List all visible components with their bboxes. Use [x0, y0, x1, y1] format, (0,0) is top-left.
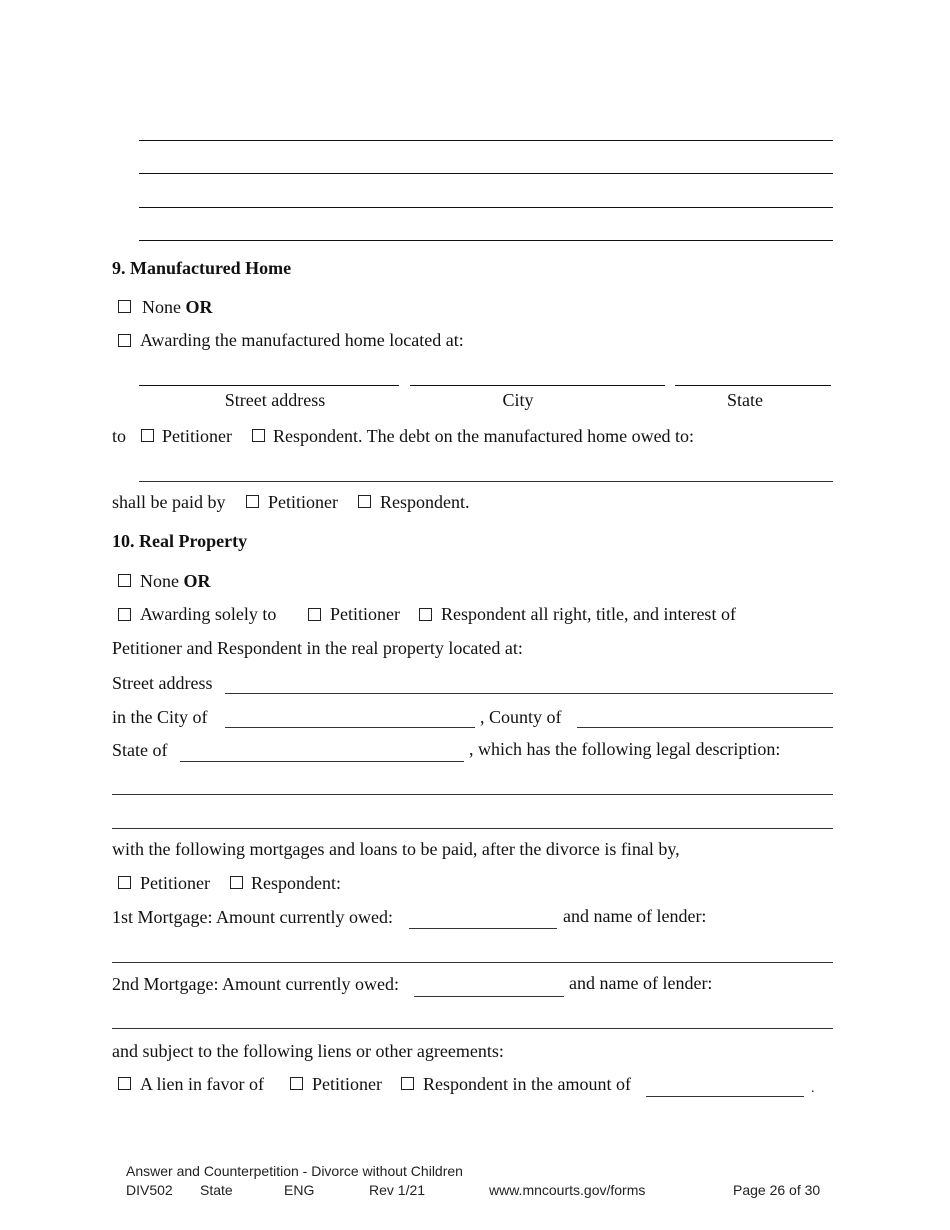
manufactured-home-petitioner-checkbox[interactable] — [141, 429, 154, 442]
manufactured-home-respondent-checkbox[interactable] — [252, 429, 265, 442]
debt-owed-to-field[interactable] — [139, 481, 833, 482]
real-property-county-field[interactable] — [577, 727, 833, 728]
legal-description-line-1[interactable] — [112, 794, 833, 795]
debt-respondent-checkbox[interactable] — [358, 495, 371, 508]
continuation-line-2[interactable] — [139, 173, 833, 174]
section-9-heading: 9. Manufactured Home — [112, 258, 292, 278]
street-address-caption: Street address — [224, 390, 326, 410]
county-of-label: , County of — [480, 707, 562, 727]
real-property-none-checkbox[interactable] — [118, 574, 131, 587]
legal-description-label: , which has the following legal description: — [469, 739, 781, 759]
footer-jurisdiction: State — [200, 1182, 233, 1198]
footer-page-number: Page 26 of 30 — [733, 1182, 821, 1198]
or-label: OR — [185, 297, 213, 317]
real-property-respondent-checkbox[interactable] — [419, 608, 432, 621]
first-lender-field[interactable] — [112, 962, 833, 963]
awarding-solely-checkbox[interactable] — [118, 608, 131, 621]
mortgages-respondent-label: Respondent: — [251, 873, 341, 893]
to-label: to — [112, 426, 127, 446]
section-10-heading: 10. Real Property — [112, 531, 248, 551]
first-mortgage-label: 1st Mortgage: Amount currently owed: — [112, 907, 393, 927]
mortgages-petitioner-checkbox[interactable] — [118, 876, 131, 889]
lien-amount-field[interactable] — [646, 1096, 804, 1097]
state-field[interactable] — [675, 385, 831, 386]
first-mortgage-amount-field[interactable] — [409, 928, 557, 929]
real-property-none-option — [140, 570, 211, 592]
mortgages-respondent-checkbox[interactable] — [230, 876, 243, 889]
footer-language: ENG — [284, 1182, 315, 1198]
state-caption: State — [727, 390, 763, 410]
second-lender-label: and name of lender: — [569, 973, 713, 993]
state-of-label: State of — [112, 740, 168, 760]
real-property-city-field[interactable] — [225, 727, 475, 728]
second-mortgage-amount-field[interactable] — [414, 996, 564, 997]
real-property-state-field[interactable] — [180, 761, 464, 762]
manufactured-home-none-checkbox[interactable] — [118, 300, 131, 313]
real-property-petitioner-label: Petitioner — [330, 604, 400, 624]
real-property-located-label: Petitioner and Respondent in the real property located at: — [112, 638, 523, 658]
respondent-rights-label: Respondent all right, title, and interest of — [441, 604, 736, 624]
shall-be-paid-label: shall be paid by — [112, 492, 226, 512]
mortgages-label: with the following mortgages and loans to be paid, after the divorce is final by, — [112, 839, 680, 859]
footer-form-code: DIV502 — [126, 1182, 173, 1198]
none-label: None — [140, 571, 179, 591]
liens-label: and subject to the following liens or other agreements: — [112, 1041, 504, 1061]
lien-petitioner-label: Petitioner — [312, 1074, 382, 1094]
second-mortgage-label: 2nd Mortgage: Amount currently owed: — [112, 974, 399, 994]
continuation-line-3[interactable] — [139, 207, 833, 208]
lien-respondent-checkbox[interactable] — [401, 1077, 414, 1090]
second-lender-field[interactable] — [112, 1028, 833, 1029]
city-caption: City — [502, 390, 534, 410]
lien-respondent-amount-label: Respondent in the amount of — [423, 1074, 631, 1094]
legal-description-line-2[interactable] — [112, 828, 833, 829]
or-label: OR — [183, 571, 211, 591]
street-address-field[interactable] — [139, 385, 399, 386]
continuation-line-4[interactable] — [139, 240, 833, 241]
city-of-label: in the City of — [112, 707, 208, 727]
petitioner-label: Petitioner — [162, 426, 232, 446]
awarding-solely-label: Awarding solely to — [140, 604, 277, 624]
continuation-line-1[interactable] — [139, 140, 833, 141]
awarding-manufactured-home-label: Awarding the manufactured home located at: — [140, 330, 464, 350]
debt-petitioner-checkbox[interactable] — [246, 495, 259, 508]
lien-period: . — [811, 1081, 815, 1096]
none-label: None — [142, 297, 181, 317]
footer-url[interactable]: www.mncourts.gov/forms — [489, 1182, 646, 1198]
debt-petitioner-label: Petitioner — [268, 492, 338, 512]
lien-in-favor-label: A lien in favor of — [140, 1074, 264, 1094]
footer-title: Answer and Counterpetition - Divorce without Children — [126, 1163, 463, 1179]
footer-revision: Rev 1/21 — [369, 1182, 426, 1198]
lien-checkbox[interactable] — [118, 1077, 131, 1090]
manufactured-home-none-option — [142, 296, 213, 318]
street-address-label: Street address — [112, 673, 213, 693]
real-property-petitioner-checkbox[interactable] — [308, 608, 321, 621]
debt-respondent-label: Respondent. — [380, 492, 470, 512]
first-lender-label: and name of lender: — [563, 906, 707, 926]
mortgages-petitioner-label: Petitioner — [140, 873, 210, 893]
real-property-street-field[interactable] — [225, 693, 833, 694]
respondent-debt-label: Respondent. The debt on the manufactured home owed to: — [273, 426, 695, 446]
lien-petitioner-checkbox[interactable] — [290, 1077, 303, 1090]
city-field[interactable] — [410, 385, 665, 386]
manufactured-home-awarding-checkbox[interactable] — [118, 334, 131, 347]
